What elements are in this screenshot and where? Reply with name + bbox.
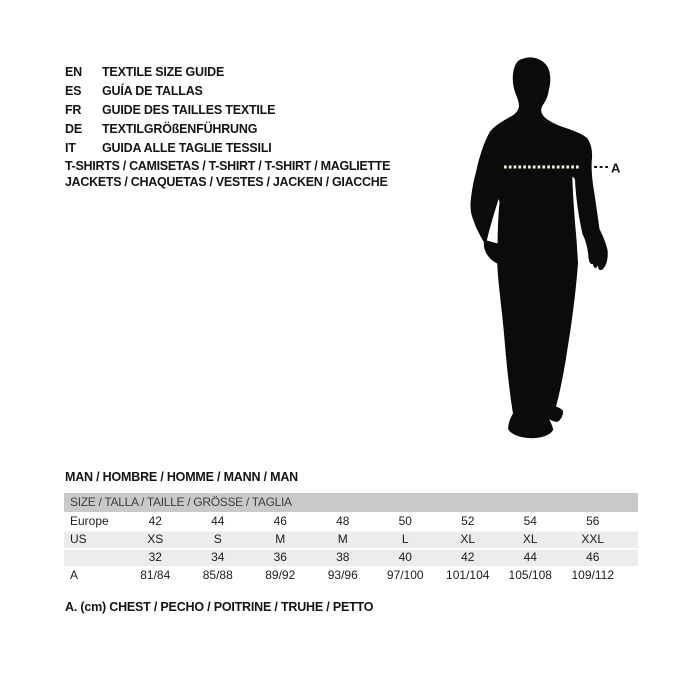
table-row-chest-a [64,566,638,584]
table-row-europe [64,512,638,530]
language-label: GUIDE DES TAILLES TEXTILE [102,103,276,117]
list-item [65,82,275,101]
list-item [65,120,275,139]
table-cell: XL [522,532,538,546]
table-cell: M [275,532,286,546]
language-label: GUÍA DE TALLAS [102,84,203,98]
table-cell: 34 [211,550,225,564]
table-cell: XS [147,532,164,546]
table-cell: 89/92 [265,568,296,582]
table-cell: 32 [148,550,162,564]
table-cell: 44 [523,550,537,564]
table-cell: M [337,532,348,546]
language-code: FR [65,103,82,117]
language-code: EN [65,65,82,79]
table-cell: 52 [461,514,475,528]
table-cell: 109/112 [571,568,614,582]
table-cell: 36 [273,550,287,564]
table-cell: 101/104 [446,568,490,582]
table-cell: 46 [586,550,600,564]
table-cell: 56 [586,514,600,528]
measure-footnote: A. (cm) CHEST / PECHO / POITRINE / TRUHE / PETTO [65,600,374,614]
row-label: US [70,532,87,546]
list-item [65,139,275,158]
table-cell: S [213,532,222,546]
man-silhouette [470,57,607,438]
table-cell: 105/108 [508,568,552,582]
table-cell: 81/84 [140,568,171,582]
language-label: TEXTILE SIZE GUIDE [102,65,225,79]
language-label: TEXTILGRÖßENFÜHRUNG [102,122,258,136]
table-cell: 48 [336,514,350,528]
gender-heading: MAN / HOMBRE / HOMME / MANN / MAN [65,470,298,484]
table-row-uk [64,548,638,566]
language-guide-list [65,63,275,158]
language-code: DE [65,122,82,136]
table-cell: L [401,532,409,546]
row-label [64,548,124,566]
category-line-jackets: JACKETS / CHAQUETAS / VESTES / JACKEN / GIACCHE [65,174,388,189]
garment-categories [65,159,390,190]
language-label: GUIDA ALLE TAGLIE TESSILI [102,141,272,155]
list-item [65,63,275,82]
table-cell: 44 [211,514,225,528]
table-cell: 42 [148,514,162,528]
size-table [64,493,638,584]
table-cell: 97/100 [386,568,424,582]
table-cell: 40 [398,550,412,564]
table-cell: 54 [523,514,537,528]
table-cell: 46 [273,514,287,528]
language-code: ES [65,84,82,98]
table-cell: 38 [336,550,350,564]
measure-label-a: A [611,160,621,176]
table-cell: 50 [398,514,412,528]
row-label: Europe [70,514,109,528]
category-line-tshirts: T-SHIRTS / CAMISETAS / T-SHIRT / T-SHIRT / MAGLIETTE [65,159,391,173]
row-label: A [70,568,79,582]
table-cell: XXL [581,532,605,546]
size-table-header: SIZE / TALLA / TAILLE / GRÖSSE / TAGLIA [64,493,638,512]
table-cell: 93/96 [327,568,358,582]
list-item [65,101,275,120]
man-silhouette-figure [450,50,625,445]
language-code: IT [65,141,76,155]
table-cell: 42 [461,550,475,564]
table-cell: XL [460,532,476,546]
table-row-us [64,530,638,548]
table-cell: 85/88 [202,568,233,582]
